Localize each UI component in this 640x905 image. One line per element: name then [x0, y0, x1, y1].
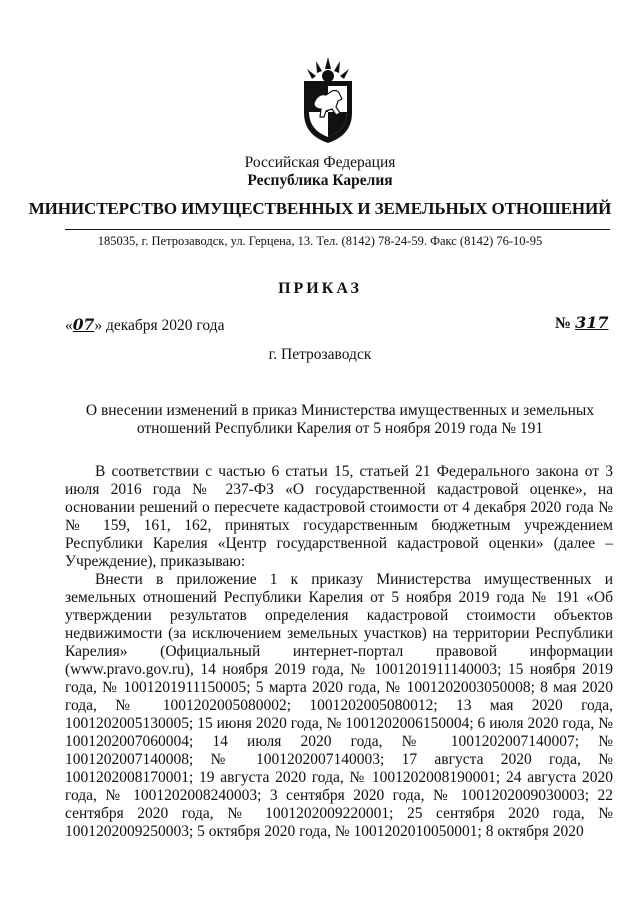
city: г. Петрозаводск: [268, 346, 372, 363]
body-paragraph-directive: Внести в приложение 1 к приказу Министерства имущественных и земельных отношений Республики Карелия от 5 ноября 2019 года № 191 «Об утверждении результатов определения кадастровой стоимости объектов недвижимости (за исключением земельных участков) на территории Республики Карелия» (Официальный интернет-портал правовой информации (www.pravo.gov.ru), 14 ноября 2019 года, № 1001201911140003; 15 ноября 2019 года, № 1001201911150005; 5 марта 2020 года, № 1001202003050008; 8 мая 2020 года, № 1001202005080002; 1001202005080012; 13 мая 2020 года, 1001202005130005; 15 июня 2020 года, № 1001202006150004; 6 июля 2020 года, № 1001202007060004; 14 июля 2020 года, № 1001202007140007; № 1001202007140008; № 1001202007140003; 17 августа 2020 года, № 1001202008170001; 19 августа 2020 года, № 1001202008190001; 24 августа 2020 года, № 1001202008240003; 3 сентября 2020 года, № 1001202009030003; 22 сентября 2020 года, № 1001202009220001; 25 сентября 2020 года, № 1001202009250003; 5 октября 2020 года, № 1001202010050001; 8 октября 2020: [65, 571, 613, 840]
order-subject: О внесении изменений в приказ Министерства имущественных и земельных отношений Республики Карелия от 5 ноября 2019 года № 191: [85, 402, 595, 437]
header-divider: [65, 229, 610, 230]
number-handwritten: 317: [575, 313, 609, 332]
order-number: [555, 313, 608, 333]
date-day-handwritten: 07: [72, 315, 95, 334]
order-body: [65, 463, 613, 841]
coat-of-arms-emblem: [300, 55, 356, 145]
country-name: Российская Федерация: [244, 154, 396, 171]
body-paragraph-preamble: В соответствии с частью 6 статьи 15, статьей 21 Федерального закона от 3 июля 2016 года № 237-ФЗ «О государственной кадастровой оценке», на основании решений о пересчете кадастровой стоимости от 4 декабря 2020 года №№ 159, 161, 162, принятых государственным бюджетным учреждением Республики Карелия «Центр государственной кадастровой оценки» (далее – Учреждение), приказываю:: [65, 463, 613, 570]
date-rest: » декабря 2020 года: [94, 317, 225, 334]
republic-name: Республика Карелия: [247, 172, 393, 189]
document-title: ПРИКАЗ: [278, 280, 362, 297]
number-prefix: №: [555, 315, 576, 332]
order-date: [65, 315, 224, 335]
ministry-name: МИНИСТЕРСТВО ИМУЩЕСТВЕННЫХ И ЗЕМЕЛЬНЫХ ОТНОШЕНИЙ: [28, 199, 612, 218]
date-open-quote: «: [65, 317, 73, 334]
ministry-address: 185035, г. Петрозаводск, ул. Герцена, 13. Тел. (8142) 78-24-59. Факс (8142) 76-10-95: [97, 234, 543, 248]
